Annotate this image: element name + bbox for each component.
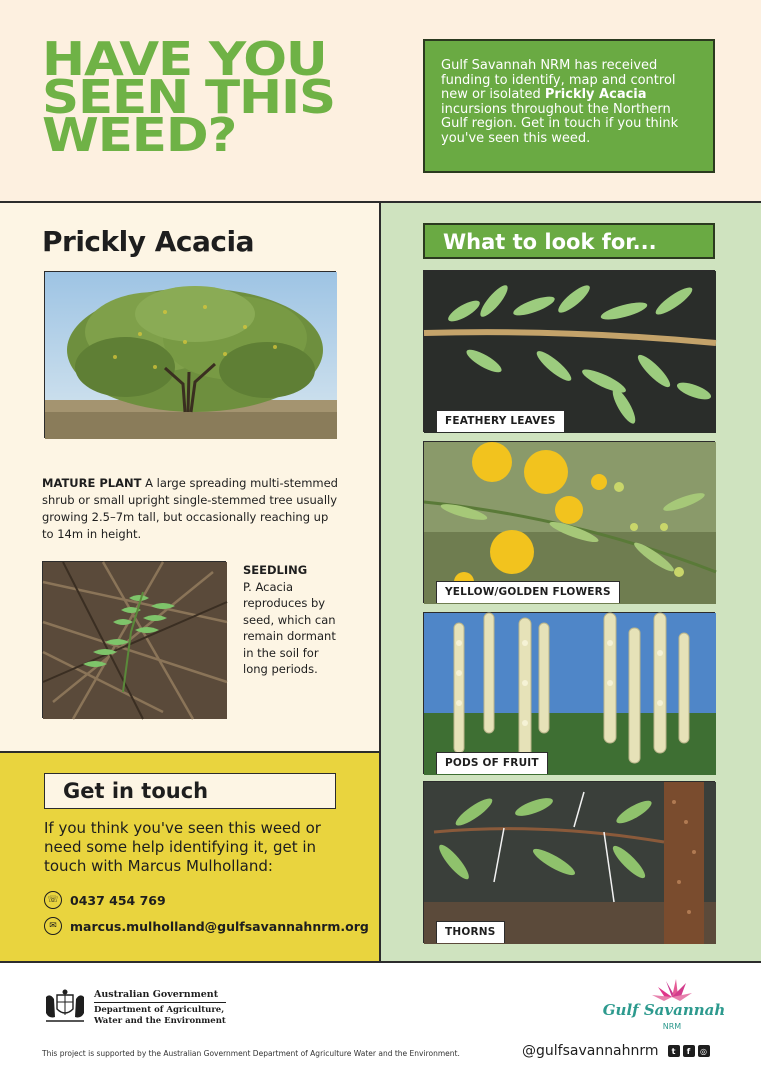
email-row[interactable] xyxy=(44,917,369,935)
mature-plant-text: A large spreading multi-stemmed shrub or small upright single-stemmed tree usually growing 2.5–7m tall, but occasionally reaching up to 14m in height. xyxy=(42,476,338,541)
look-for-panel xyxy=(381,203,761,961)
intro-text-end: incursions throughout the Northern Gulf region. Get in touch if you think you've seen this weed. xyxy=(441,101,679,146)
department-line-2: Water and the Environment xyxy=(94,1016,226,1026)
government-name: Australian Government xyxy=(94,989,226,1003)
look-title-box xyxy=(423,223,715,259)
seedling-label: SEEDLING xyxy=(243,563,308,577)
support-text: This project is supported by the Australian Government Department of Agriculture Water and the Environment. xyxy=(42,1049,460,1058)
fruit-pods-card xyxy=(423,612,715,774)
facebook-icon[interactable]: f xyxy=(683,1045,695,1057)
coat-of-arms-icon xyxy=(42,989,88,1025)
mature-plant-label: MATURE PLANT xyxy=(42,476,142,490)
social-handle[interactable]: @gulfsavannahnrm xyxy=(522,1043,659,1059)
mature-plant-description xyxy=(42,475,342,543)
phone-icon: ☏ xyxy=(44,891,62,909)
intro-text: Gulf Savannah NRM has received funding to identify, map and control new or isolated xyxy=(441,58,676,102)
thorns-card xyxy=(423,781,715,943)
feature-label: THORNS xyxy=(436,921,505,943)
header xyxy=(0,0,761,203)
email-icon: ✉ xyxy=(44,917,62,935)
phone-number[interactable]: 0437 454 769 xyxy=(70,892,166,908)
australian-government-logo xyxy=(42,989,226,1027)
seedling-photo xyxy=(42,561,226,718)
seedling-description xyxy=(243,562,343,678)
department-line-1: Department of Agriculture, xyxy=(94,1005,225,1015)
species-panel xyxy=(0,203,381,751)
instagram-icon[interactable]: ◎ xyxy=(698,1045,710,1057)
social-links xyxy=(522,1043,710,1059)
intro-species: Prickly Acacia xyxy=(544,87,647,102)
feathery-leaves-card xyxy=(423,270,715,432)
contact-panel xyxy=(0,751,381,961)
contact-description: If you think you've seen this weed or need some help identifying it, get in touch with Marcus Mulholland: xyxy=(44,819,321,875)
twitter-icon[interactable]: t xyxy=(668,1045,680,1057)
mature-plant-photo xyxy=(44,271,336,438)
feature-label: FEATHERY LEAVES xyxy=(436,410,565,432)
email-address[interactable]: marcus.mulholland@gulfsavannahnrm.org xyxy=(70,918,369,934)
logo-name: Gulf Savannah xyxy=(602,1001,726,1019)
contact-title: Get in touch xyxy=(63,779,209,803)
headline: HAVE YOU SEEN THIS WEED? xyxy=(42,32,336,162)
feature-label: YELLOW/GOLDEN FLOWERS xyxy=(436,581,620,603)
yellow-flowers-card xyxy=(423,441,715,603)
intro-box xyxy=(423,39,715,173)
logo-nrm: NRM xyxy=(662,1022,682,1031)
gulf-savannah-nrm-logo xyxy=(602,979,726,1037)
feature-label: PODS OF FRUIT xyxy=(436,752,548,774)
contact-title-box xyxy=(44,773,336,809)
species-title: Prickly Acacia xyxy=(42,225,254,258)
phone-row[interactable] xyxy=(44,891,166,909)
seedling-text: P. Acacia reproduces by seed, which can remain dormant in the soil for long periods. xyxy=(243,579,336,676)
footer xyxy=(0,961,761,1077)
look-title: What to look for... xyxy=(443,230,657,254)
government-text xyxy=(94,989,226,1027)
